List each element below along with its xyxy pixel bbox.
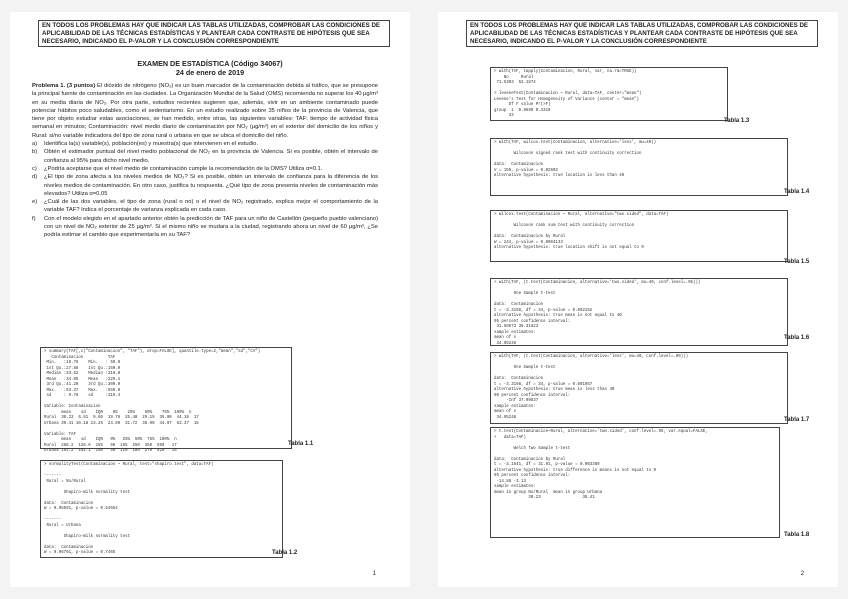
r-output-table-1-1: > summary(TAF[,c("Contaminacion", "TAF"), drop=FALSE], quantile.type=2,"mean","sd","CV") Contaminacion TAF Min. :19.78 Min. : 50.0 1st Qu.:27.88 1st Qu.:150.0 Median :33.52 Median :210.0 Mean :34.95 Mean :229.1 3rd Qu.:41.20 3rd Qu.:300.0 Max. :63.37 Max. :550.0 sd : 9.78 sd :119.4 Variable: Contaminacion mean sd IQR 0% 25% 50% 75% 100% n Rural 30.23 6.91 9.60 19.78 25.40 29.15 35.00 44.10 17 Urbana 39.41 10.18 13.25 24.60 31.72 38.90 44.97 63.37 18 Variable: TAF mean sd IQR 0% 25% 50% 75% 100% n Rural 268.2 126.6 165 60 185 250 350 550 17 Urbana 192.2 102.1 150 50 120 180 270 420 18 [40, 347, 292, 449]
table-label-1-3: Tabla 1.3 [724, 118, 750, 124]
table-label-1-5: Tabla 1.5 [784, 259, 810, 265]
r-output-table-1-6: > with(TAF, (t.test(Contaminacion, alternative='two.sided', mu=40, conf.level=.95))) One Sample t-test data: Contaminacion t = -3.3198, df = 34, p-value = 0.002152 alternative hypothesis: true mean is not equal to 40 95 percent confidence interval: 31.58873 38.31623 sample estimates: mean of x 34.95248 [490, 278, 788, 346]
problem-text: El dióxido de nitrógeno (NO₂) es un buen marcador de la contaminación debida al tráfico, que se presupone la principal fuente de contaminación en las ciudades. La Organización Mundial de la Salud (OMS) recomienda no superar los 40 µg/m³ en su media diaria de NO₂. Por otra parte, estudios recientes sugieren que, además, vivir en un ambiente contaminado puede potenciar hábitos poco saludables, como el sedentarismo. En un estudio realizado sobre 35 niños de la provincia de Valencia, que tiene por objeto estudiar estas asociaciones, se han medido, entre otras, las siguientes variables: TAF: tiempo de actividad física semanal en minutos; Contaminación: nivel medio diario de contaminación por NO₂ (µg/m³) en el exterior del domicilio de los niños y Rural: si/no variable indicadora del tipo de zona rural o urbana en que se ubica el domicilio del niño. [32, 83, 378, 139]
page-number: 2 [800, 571, 804, 577]
exam-title: EXAMEN DE ESTADÍSTICA (Código 34067) [137, 59, 283, 68]
question-text: ¿Cuál de las dos variables, el tipo de zona (rural o no) o el nivel de NO₂ registrado, explica mejor el comportamiento de la variable TAF? Indica el porcentaje de varianza explicada en cada caso. [44, 199, 378, 214]
question-text: Con el modelo elegido en el apartado anterior obtén la predicción de TAF para un niño de Castellón (pequeño pueblo valenciano) con un nivel de NO₂ exterior de 25 µg/m³. Si el mismo niño se mudara a la ciudad, registrando ahora un nivel de 60 µg/m³, ¿Se podría estimar el cambio que experimentaría en su TAF? [44, 215, 378, 239]
page-number: 1 [372, 571, 376, 577]
r-output-table-1-4: > with(TAF, wilcox.test(Contaminacion, alternative='less', mu=40)) Wilcoxon signed rank test with continuity correction data: Contaminacion V = 155, p-value = 0.02603 alternative hypothesis: true location is less than 40 [490, 138, 788, 196]
question-text: Obtén el estimador puntual del nivel medio poblacional de NO₂ en la provincia de Valencia. Si es posible, obtén el intervalo de confianza al 95% para dicho nivel medio. [44, 149, 378, 164]
r-output-table-1-2: > normalityTest(Contaminacion ~ Rural, test="shapiro.test", data=TAF) ------- Rural = No/Rural Shapiro-Wilk normality test data: Contaminacion W = 0.95591, p-value = 0.54554 ------- Rural = Urbana Shapiro-Wilk normality test data: Contaminacion W = 0.96791, p-value = 0.7465 [40, 460, 283, 558]
exam-page-1 [10, 12, 410, 587]
r-output-table-1-8: > t.test(Contaminacion~Rural, alternative='two.sided', conf.level=.95, var.equal=FALSE, + data=TAF) Welch Two Sample t-test data: Contaminacion by Rural t = -3.1641, df = 31.91, p-value = 0.003389 alternative hypothesis: true difference in means is not equal to 0 95 percent confidence interval: -14.88 -3.13 sample estimates: mean in group No/Rural mean in group Urbana 30.23 39.41 [490, 427, 780, 538]
question-letter: f) [32, 215, 36, 222]
r-output-table-1-5: > wilcox.test(Contaminacion ~ Rural, alternative="two.sided", data=TAF) Wilcoxon rank sum test with continuity correction data: Contaminacion by Rural W = 244, p-value = 0.0004133 alternative hypothesis: true location shift is not equal to 0 [490, 210, 788, 262]
table-label-1-2: Tabla 1.2 [272, 550, 298, 556]
exam-page-2 [438, 12, 838, 587]
question-text: ¿El tipo de zona afecta a los niveles medios de NO₂? Si es posible, obtén un intervalo de confianza para la diferencia de los niveles medios de contaminación. En otro caso, justifica tu respuesta. ¿Qué tipo de zona presenta niveles de contaminación más elevados? Utiliza α=0,05 [44, 174, 378, 197]
problem-label: Problema 1. (3 puntos) [32, 83, 96, 89]
question-b [32, 148, 378, 165]
instructions-header: EN TODOS LOS PROBLEMAS HAY QUE INDICAR LAS TABLAS UTILIZADAS, COMPROBAR LAS CONDICIONES DE APLICABILIDAD DE LAS TÉCNICAS ESTADÍSTICAS Y PLANTEAR CADA CONTRASTE DE HIPÓTESIS QUE SEA NECESARIO, INDICANDO EL P-VALOR Y LA CONCLUSIÓN CORRESPONDIENTE [38, 20, 390, 47]
question-text: Identifica la(s) variable(s), población(es) y muestra(s) que intervienen en el estudio. [44, 141, 258, 148]
problem-1 [32, 82, 378, 240]
question-letter: d) [32, 174, 38, 181]
exam-date: 24 de enero de 2019 [175, 68, 245, 77]
problem-statement [32, 82, 378, 140]
question-c [32, 165, 378, 173]
table-label-1-7: Tabla 1.7 [784, 417, 810, 423]
question-f [32, 215, 378, 240]
table-label-1-8: Tabla 1.8 [784, 532, 810, 538]
question-letter: c) [32, 165, 37, 172]
instructions-header: EN TODOS LOS PROBLEMAS HAY QUE INDICAR LAS TABLAS UTILIZADAS, COMPROBAR LAS CONDICIONES DE APLICABILIDAD DE LAS TÉCNICAS ESTADÍSTICAS Y PLANTEAR CADA CONTRASTE DE HIPÓTESIS QUE SEA NECESARIO, INDICANDO EL P-VALOR Y LA CONCLUSIÓN CORRESPONDIENTE [466, 20, 818, 47]
table-label-1-4: Tabla 1.4 [784, 189, 810, 195]
question-e [32, 198, 378, 215]
question-text: ¿Podría aceptarse que el nivel medio de contaminación cumple la recomendación de la OMS? Utiliza α=0.1. [44, 165, 323, 172]
table-label-1-1: Tabla 1.1 [288, 441, 314, 447]
question-a [32, 140, 378, 148]
question-letter: a) [32, 141, 38, 148]
r-output-table-1-3: > with(TAF, tapply(Contaminacion, Rural, var, na.rm=TRUE)) No Rural 71.5303 52.1874 > leveneTest(Contaminacion ~ Rural, data=TAF, center="mean") Levene's Test for Homogeneity of Variance (center = "mean") Df F value Pr(>F) group 1 0.9699 0.3319 33 [490, 67, 728, 121]
question-d [32, 173, 378, 198]
table-label-1-6: Tabla 1.6 [784, 335, 810, 341]
question-letter: e) [32, 199, 38, 206]
r-output-table-1-7: > with(TAF, (t.test(Contaminacion, alternative='less', mu=40, conf.level=.90))) One Sample t-test data: Contaminacion t = -3.3198, df = 34, p-value = 0.001057 alternative hypothesis: true mean is less than 40 90 percent confidence interval: -Inf 37.09837 sample estimates: mean of x 34.95248 [490, 352, 788, 424]
question-letter: b) [32, 149, 38, 156]
